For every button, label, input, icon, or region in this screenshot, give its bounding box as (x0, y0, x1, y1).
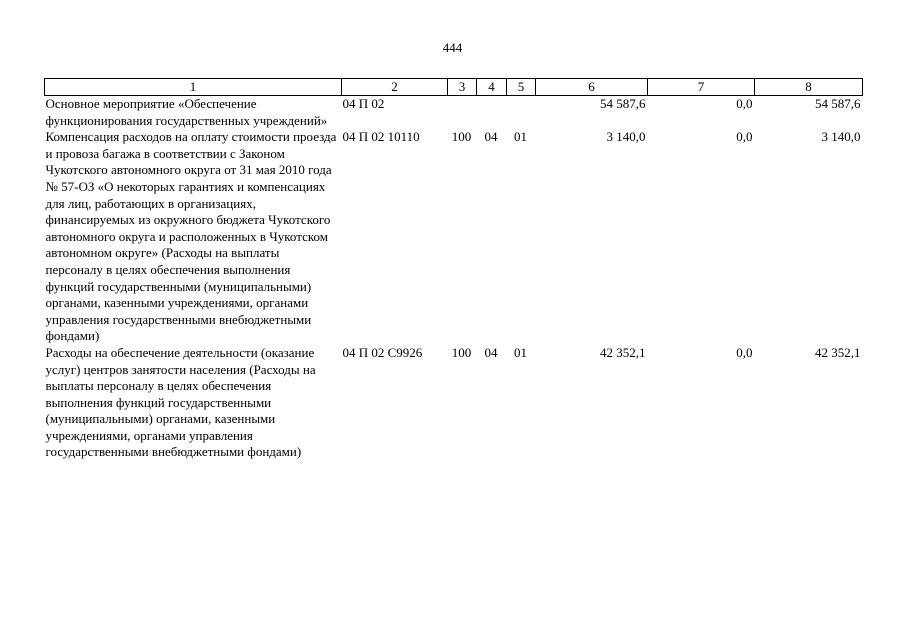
row-value-7: 0,0 (736, 96, 753, 111)
header-col-8: 8 (755, 79, 863, 96)
header-row (45, 79, 863, 96)
header-col-1: 1 (45, 79, 342, 96)
row-col-5: 01 (514, 129, 527, 145)
row-code: 04 П 02 10110 (342, 129, 420, 145)
row-col-5: 01 (514, 344, 527, 360)
header-col-4: 4 (477, 79, 507, 96)
header-col-2: 2 (342, 79, 448, 96)
header-col-7: 7 (648, 79, 755, 96)
row-name: Компенсация расходов на оплату стоимости проезда и провоза багажа в соответствии с Законом Чукотского автономного округа от 31 мая 2010 года № 57-ОЗ «О некоторых гарантиях и компенсациях для лиц, работающих в организациях, финансируемых из окружного бюджета Чукотского автономного округа и расположенных в Чукотском автономном округе» (Расходы на выплаты персоналу в целях обеспечения выполнения функций государственными (муниципальными) органами, казенными учреждениями, органами управления государственными внебюджетными фондами) (45, 129, 337, 344)
row-value-6: 54 587,6 (600, 96, 646, 111)
budget-table (44, 78, 863, 461)
row-col-3 (448, 96, 477, 130)
table-body (45, 96, 863, 462)
row-value-8: 3 140,0 (821, 129, 861, 145)
row-value-6: 3 140,0 (606, 129, 646, 145)
header-col-6: 6 (536, 79, 648, 96)
row-value-7: 0,0 (736, 344, 753, 360)
row-value-8: 54 587,6 (815, 96, 861, 111)
row-col-3: 100 (451, 129, 472, 145)
row-col-4: 04 (484, 344, 498, 360)
row-col-3: 100 (451, 344, 472, 360)
table-row (45, 345, 863, 461)
row-value-7: 0,0 (736, 129, 753, 145)
row-col-5 (507, 96, 536, 130)
table-header (45, 79, 863, 96)
row-col-4: 04 (484, 129, 498, 145)
table-row (45, 129, 863, 345)
row-value-8: 42 352,1 (815, 344, 861, 360)
row-code: 04 П 02 (342, 96, 385, 111)
header-col-5: 5 (507, 79, 536, 96)
row-name: Расходы на обеспечение деятельности (оказание услуг) центров занятости населения (Расходы на выплаты персоналу в целях обеспечения выполнения функций государственными (муниципальными) органами, казенными учреждениями, органами управления государственными внебюджетными фондами) (45, 344, 316, 460)
table-row (45, 96, 863, 130)
row-value-6: 42 352,1 (600, 344, 646, 360)
header-col-3: 3 (448, 79, 477, 96)
row-col-4 (477, 96, 507, 130)
page-number: 444 (442, 40, 463, 55)
row-code: 04 П 02 С9926 (342, 344, 423, 360)
row-name: Основное мероприятие «Обеспечение функционирования государственных учреждений» (45, 96, 328, 128)
